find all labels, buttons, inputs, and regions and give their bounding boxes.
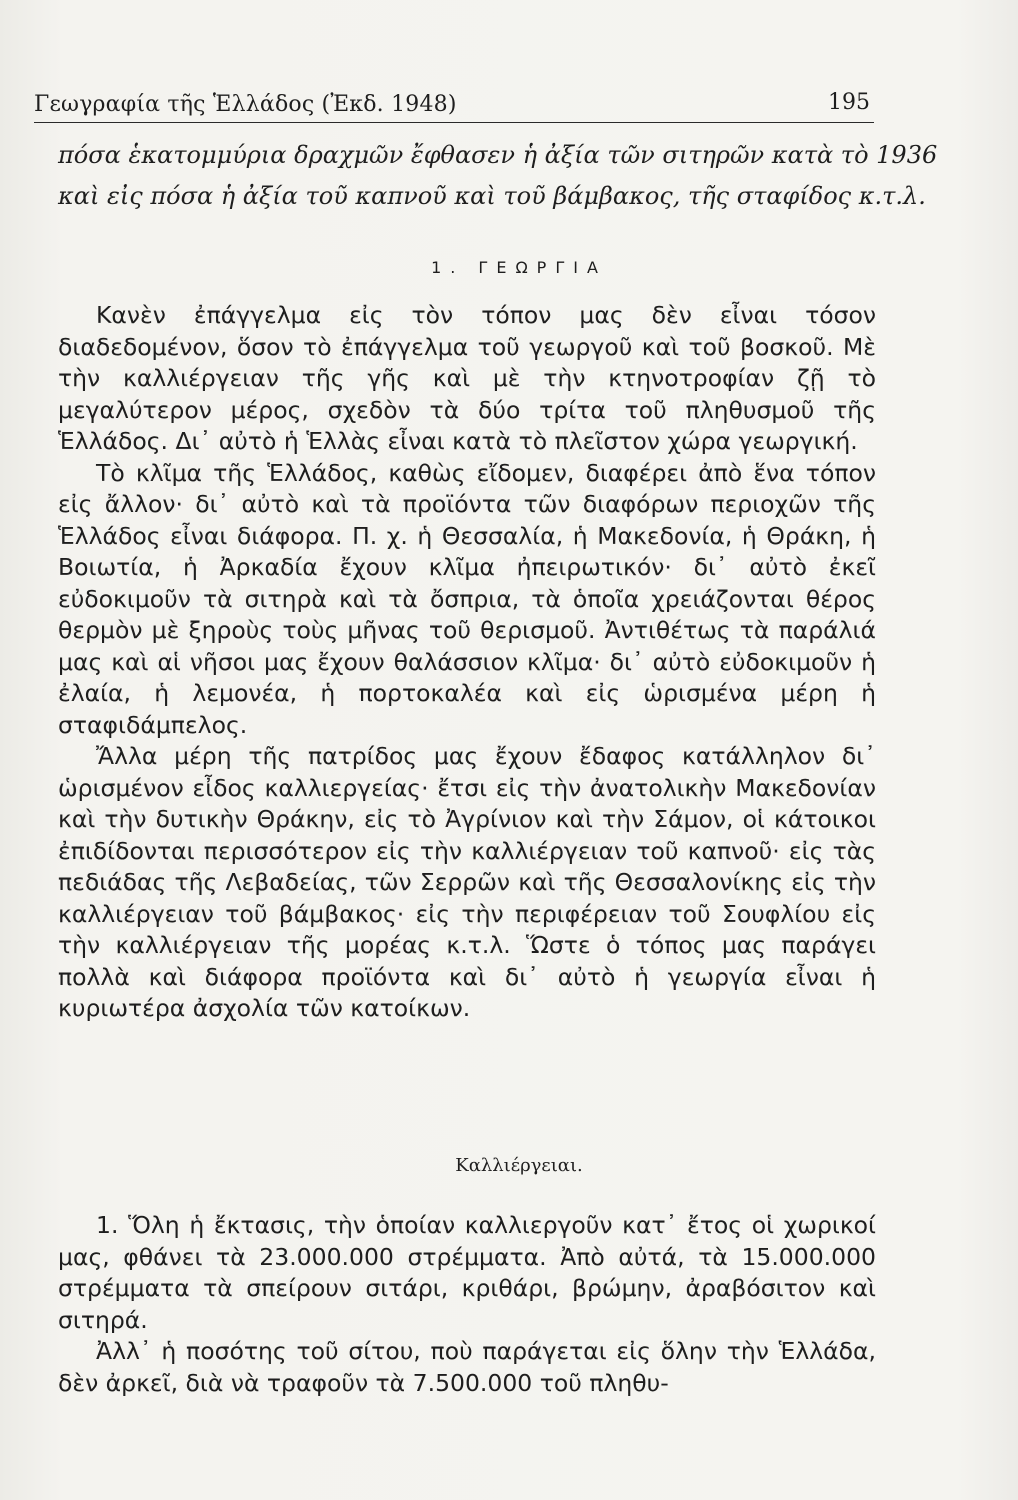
paragraph: Κανὲν ἐπάγγελμα εἰς τὸν τόπον μας δὲν εἶναι τόσον διαδεδομένον, ὅσον τὸ ἐπάγγελμα τοῦ γεωργοῦ καὶ τοῦ βοσκοῦ. Μὲ τὴν καλλιέργειαν τῆς γῆς καὶ μὲ τὴν κτηνοτροφίαν ζῇ τὸ μεγαλύτερον μέρος, σχεδὸν τὰ δύο τρίτα τοῦ πληθυσμοῦ τῆς Ἑλλάδος. Δι᾽ αὐτὸ ἡ Ἑλλὰς εἶναι κατὰ τὸ πλεῖστον χώρα γεωργική. xyxy=(58,301,876,455)
paragraph: Ἄλλα μέρη τῆς πατρίδος μας ἔχουν ἔδαφος κατάλληλον δι᾽ ὡρισμένον εἶδος καλλιεργείας· ἔτσι εἰς τὴν ἀνατολικὴν Μακεδονίαν καὶ τὴν δυτικὴν Θράκην, εἰς τὸ Ἀγρίνιον καὶ τὴν Σάμον, οἱ κάτοικοι ἐπιδίδονται περισσότερον εἰς τὴν καλλιέργειαν τοῦ καπνοῦ· εἰς τὰς πεδιάδας τῆς Λεβαδείας, τῶν Σερρῶν καὶ τῆς Θεσσαλονίκης εἰς τὴν καλλιέργειαν τοῦ βάμβακος· εἰς τὴν περιφέρειαν τοῦ Σουφλίου εἰς τὴν καλλιέργειαν τῆς μορέας κ.τ.λ. Ὥστε ὁ τόπος μας παράγει πολλὰ καὶ διάφορα προϊόντα καὶ δι᾽ αὐτὸ ἡ γεωργία εἶναι ἡ κυριωτέρα ἀσχολία τῶν κατοίκων. xyxy=(58,742,876,1022)
main-text xyxy=(58,300,876,1025)
page-number: 195 xyxy=(828,90,870,115)
intro-line: πόσα ἑκατομμύρια δραχμῶν ἔφθασεν ἡ ἀξία τῶν σιτηρῶν κατὰ τὸ 1936 xyxy=(58,141,938,169)
paragraph: Ἀλλ᾽ ἡ ποσότης τοῦ σίτου, ποὺ παράγεται εἰς ὅλην τὴν Ἑλλάδα, δὲν ἀρκεῖ, διὰ νὰ τραφοῦν τὰ 7.500.000 τοῦ πληθυ- xyxy=(58,1337,876,1397)
running-header xyxy=(34,88,874,123)
running-title: Γεωγραφία τῆς Ἑλλάδος (Ἐκδ. 1948) xyxy=(34,92,457,117)
paragraph: Τὸ κλῖμα τῆς Ἑλλάδος, καθὼς εἴδομεν, διαφέρει ἀπὸ ἕνα τόπον εἰς ἄλλον· δι᾽ αὐτὸ καὶ τὰ προϊόντα τῶν διαφόρων περιοχῶν τῆς Ἑλλάδος εἶναι διάφορα. Π. χ. ἡ Θεσσαλία, ἡ Μακεδονία, ἡ Θράκη, ἡ Βοιωτία, ἡ Ἀρκαδία ἔχουν κλῖμα ἠπειρωτικόν· δι᾽ αὐτὸ ἐκεῖ εὐδοκιμοῦν τὰ σιτηρὰ καὶ τὰ ὄσπρια, τὰ ὁποῖα χρειάζονται θέρος θερμὸν μὲ ξηροὺς τοὺς μῆνας τοῦ θερισμοῦ. Ἀντιθέτως τὰ παράλιά μας καὶ αἱ νῆσοι μας ἔχουν θαλάσσιον κλῖμα· δι᾽ αὐτὸ εὐδοκιμοῦν ἡ ἐλαία, ἡ λεμονέα, ἡ πορτοκαλέα καὶ εἰς ὡρισμένα μέρη ἡ σταφιδάμπελος. xyxy=(58,458,876,739)
cultivation-text xyxy=(58,1210,876,1399)
intro-line: καὶ εἰς πόσα ἡ ἀξία τοῦ καπνοῦ καὶ τοῦ βάμβακος, τῆς σταφίδος κ.τ.λ. xyxy=(58,182,926,210)
section-heading: 1. ΓΕΩΡΓΙΑ xyxy=(431,258,607,277)
subsection-heading: Καλλιέργειαι. xyxy=(455,1155,583,1176)
paragraph: 1. Ὅλη ἡ ἔκτασις, τὴν ὁποίαν καλλιεργοῦν κατ᾽ ἔτος οἱ χωρικοί μας, φθάνει τὰ 23.000.000 στρέμματα. Ἀπὸ αὐτά, τὰ 15.000.000 στρέμματα τὰ σπείρουν σιτάρι, κριθάρι, βρώμην, ἀραβόσιτον καὶ σιτηρά. xyxy=(58,1211,876,1334)
intro-questions xyxy=(58,135,938,217)
